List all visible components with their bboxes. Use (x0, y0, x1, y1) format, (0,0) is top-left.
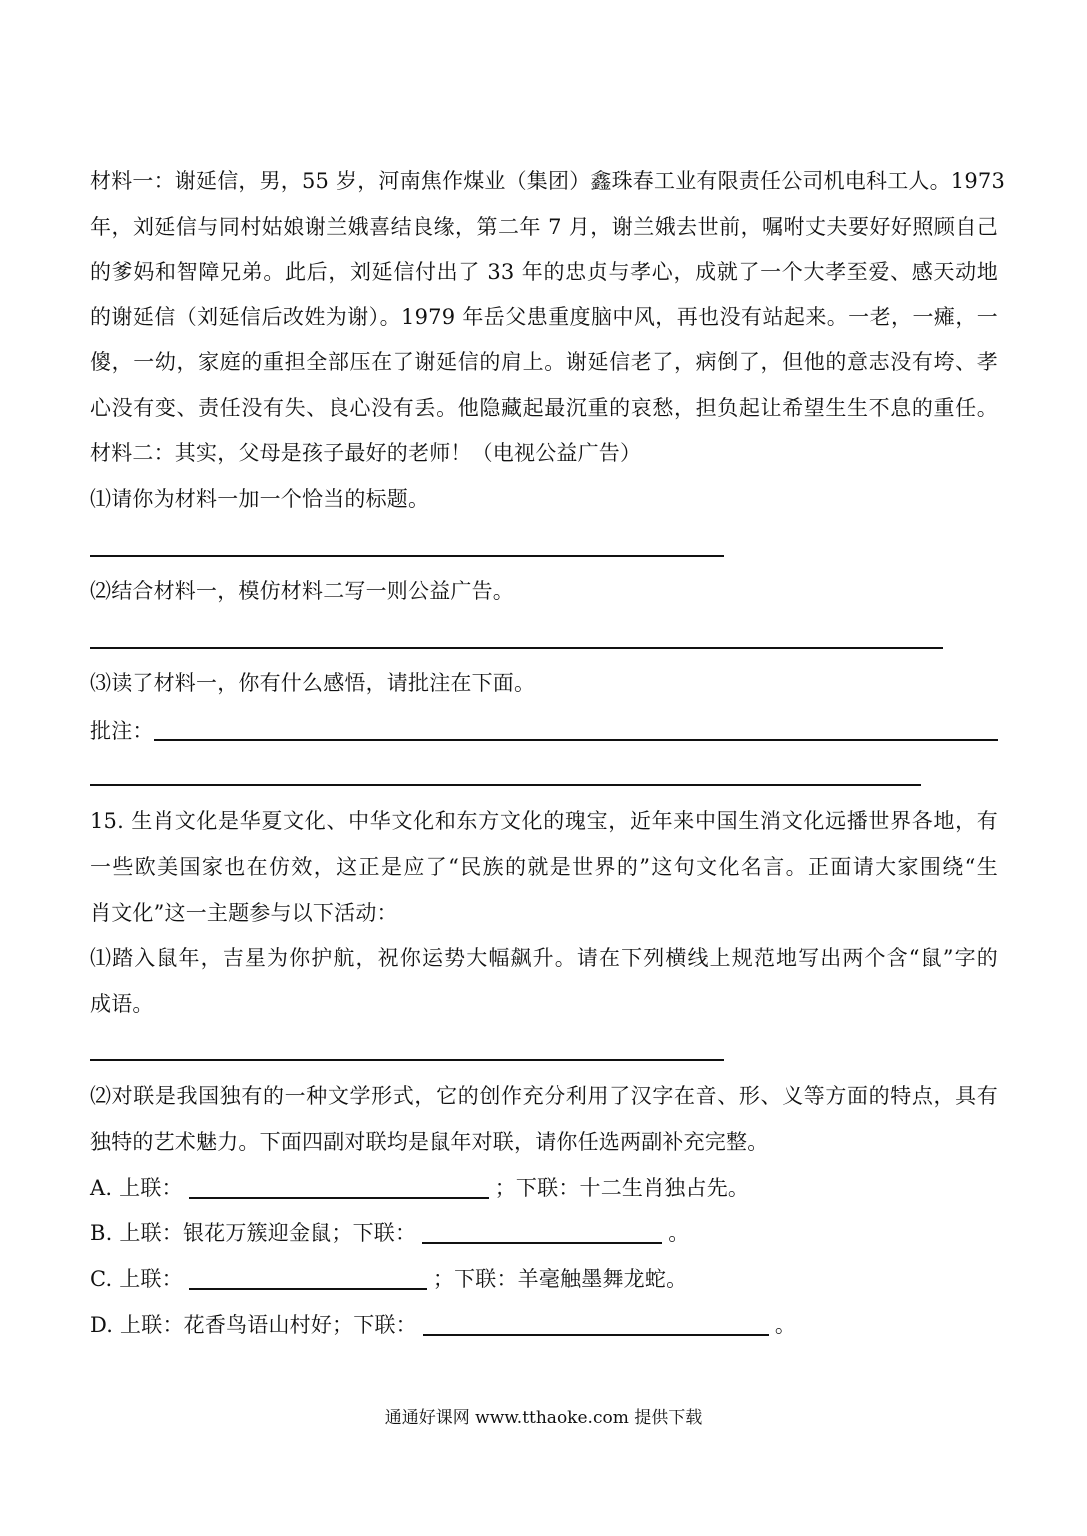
couplet-b-blank[interactable] (422, 1218, 662, 1244)
question-3-prompt: ⑶读了材料一，你有什么感悟，请批注在下面。 (90, 671, 536, 695)
couplet-a-blank[interactable] (189, 1173, 489, 1199)
material1-line-1: 材料一：谢延信，男，55 岁，河南焦作煤业（集团）鑫珠春工业有限责任公司机电科工人。1973 (90, 169, 1006, 193)
question-15-sub1-line-2: 成语。 (90, 992, 154, 1016)
material2-text: 材料二：其实，父母是孩子最好的老师！（电视公益广告） (90, 441, 642, 465)
question-15-sub1-line-1: ⑴踏入鼠年，吉星为你护航，祝你运势大幅飙升。请在下列横线上规范地写出两个含“鼠”字的 (90, 946, 998, 970)
material1-line-5: 傻，一幼，家庭的重担全部压在了谢延信的肩上。谢延信老了，病倒了，但他的意志没有垮、孝 (90, 350, 998, 374)
annotation-line-2[interactable] (90, 784, 921, 786)
couplet-d-prefix: D. 上联：花香鸟语山村好；下联： (90, 1313, 417, 1337)
question-15-sub2-line-2: 独特的艺术魅力。下面四副对联均是鼠年对联，请你任选两副补充完整。 (90, 1130, 769, 1154)
couplet-a-prefix: A. 上联： (90, 1176, 183, 1200)
question-15-line-2: 一些欧美国家也在仿效，这正是应了“民族的就是世界的”这句文化名言。正面请大家围绕“生 (90, 855, 998, 879)
couplet-c-blank[interactable] (189, 1264, 427, 1290)
answer-line-idioms[interactable] (90, 1059, 724, 1061)
page-footer: 通通好课网 www.tthaoke.com 提供下载 (384, 1408, 703, 1428)
couplet-d (90, 1310, 796, 1340)
couplet-b-suffix: 。 (668, 1221, 690, 1245)
question-1-prompt: ⑴请你为材料一加一个恰当的标题。 (90, 487, 430, 511)
couplet-b (90, 1218, 689, 1248)
question-2-prompt: ⑵结合材料一，模仿材料二写一则公益广告。 (90, 579, 514, 603)
question-15-line-3: 肖文化”这一主题参与以下活动： (90, 901, 398, 925)
couplet-a (90, 1173, 749, 1203)
question-15-line-1: 15. 生肖文化是华夏文化、中华文化和东方文化的瑰宝，近年来中国生消文化远播世界各地，有 (90, 809, 998, 833)
material1-line-6: 心没有变、责任没有失、良心没有丢。他隐藏起最沉重的哀愁，担负起让希望生生不息的重任。 (90, 396, 998, 420)
annotation-line-1[interactable] (154, 739, 998, 741)
material1-line-4: 的谢延信（刘延信后改姓为谢）。1979 年岳父患重度脑中风，再也没有站起来。一老，一瘫，一 (90, 305, 998, 329)
material1-line-2: 年，刘延信与同村姑娘谢兰娥喜结良缘，第二年 7 月，谢兰娥去世前，嘱咐丈夫要好好照顾自己 (90, 215, 998, 239)
couplet-c (90, 1264, 687, 1294)
couplet-b-prefix: B. 上联：银花万簇迎金鼠；下联： (90, 1221, 417, 1245)
couplet-c-suffix: ；下联：羊毫触墨舞龙蛇。 (432, 1267, 688, 1291)
couplet-c-prefix: C. 上联： (90, 1267, 183, 1291)
couplet-d-blank[interactable] (423, 1310, 769, 1336)
question-15-sub2-line-1: ⑵对联是我国独有的一种文学形式，它的创作充分利用了汉字在音、形、义等方面的特点，具有 (90, 1084, 998, 1108)
answer-line-q2[interactable] (90, 647, 943, 649)
answer-line-q1[interactable] (90, 555, 724, 557)
couplet-d-suffix: 。 (774, 1313, 797, 1337)
material1-line-3: 的爹妈和智障兄弟。此后，刘延信付出了 33 年的忠贞与孝心，成就了一个大孝至爱、感天动地 (90, 260, 998, 284)
couplet-a-suffix: ；下联：十二生肖独占先。 (494, 1176, 750, 1200)
annotation-label: 批注： (90, 719, 154, 743)
